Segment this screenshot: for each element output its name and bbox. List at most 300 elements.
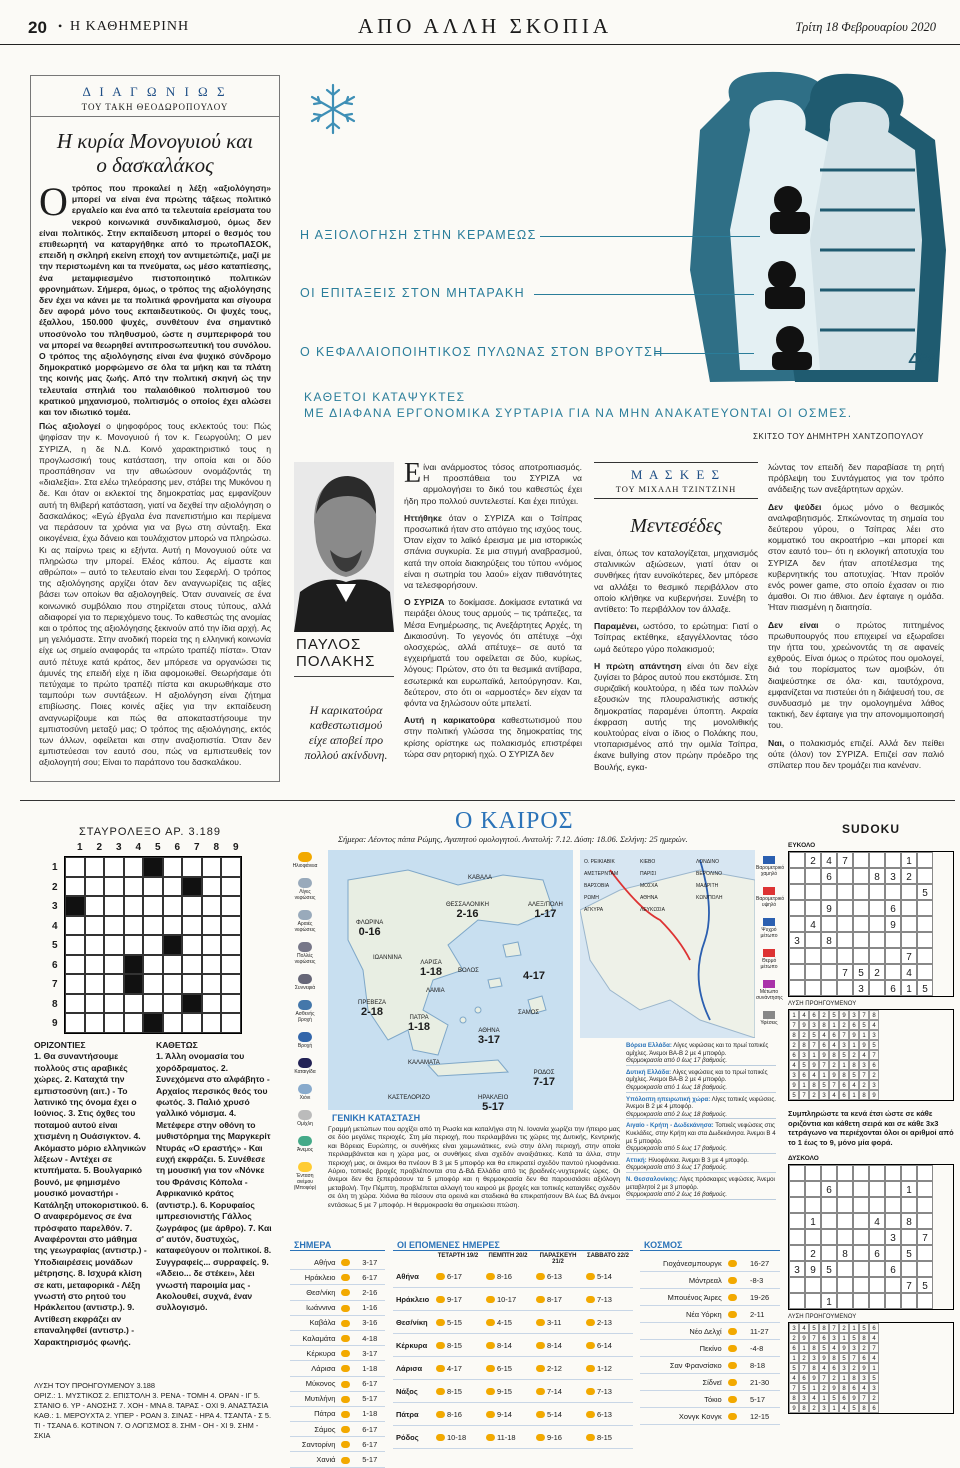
sudoku-cell[interactable]: 8 [901,1213,917,1229]
crossword-cell[interactable] [104,935,124,955]
sudoku-cell[interactable] [837,1213,853,1229]
legend-mark [763,1011,775,1019]
city-name: ΣΑΜΟΣ [518,1010,540,1016]
crossword-cell[interactable] [202,935,222,955]
sudoku-cell: 2 [789,1333,799,1343]
crossword-cell[interactable] [163,974,183,994]
crossword-cell[interactable] [182,916,202,936]
crossword-cell[interactable] [85,994,105,1014]
sudoku-cell[interactable] [869,948,885,964]
sudoku-cell[interactable] [853,1197,869,1213]
sudoku-cell[interactable]: 5 [853,964,869,980]
weather-sun-icon [728,1294,737,1301]
sudoku-cell[interactable] [805,932,821,948]
right-legend-item [756,856,785,877]
crossword-cell[interactable] [85,1013,105,1033]
sudoku-cell[interactable] [789,1197,805,1213]
sudoku-cell: 9 [799,1020,809,1030]
sudoku-cell[interactable] [901,900,917,916]
sudoku-cell[interactable] [869,1197,885,1213]
sudoku-cell: 8 [829,1050,839,1060]
sudoku-cell[interactable]: 3 [789,932,805,948]
sudoku-cell[interactable] [821,1197,837,1213]
crossword-cell[interactable] [143,877,163,897]
sudoku-cell[interactable]: 7 [917,1229,933,1245]
sudoku-cell[interactable] [853,1181,869,1197]
crossword-cell[interactable] [104,916,124,936]
sudoku-cell[interactable]: 4 [821,852,837,868]
sudoku-cell[interactable] [789,852,805,868]
sudoku-cell[interactable] [805,980,821,996]
icon-cell [338,1452,359,1467]
crossword-cell[interactable] [104,877,124,897]
crossword-cell[interactable] [104,994,124,1014]
today-row [290,1315,385,1330]
crossword-cell[interactable] [163,1013,183,1033]
city: Θεσ/νίκη [290,1285,338,1300]
sudoku-cell[interactable] [837,1229,853,1245]
sudoku-cell[interactable] [869,1181,885,1197]
sudoku-cell[interactable] [789,948,805,964]
sudoku-cell[interactable] [917,1165,933,1181]
sudoku-cell[interactable]: 1 [805,1213,821,1229]
sudoku-cell[interactable] [805,1181,821,1197]
sudoku-cell[interactable]: 8 [821,932,837,948]
sudoku-cell[interactable] [869,1165,885,1181]
sudoku-cell[interactable] [853,916,869,932]
crossword-cell[interactable] [65,857,85,877]
crossword-cell[interactable] [143,857,163,877]
sudoku-cell[interactable] [837,916,853,932]
sudoku-cell[interactable] [885,1245,901,1261]
sudoku-cell[interactable] [821,916,837,932]
city: Πάτρα [393,1403,433,1426]
crossword-cell[interactable] [202,1013,222,1033]
sudoku-cell[interactable] [805,1229,821,1245]
sudoku-cell[interactable] [853,900,869,916]
crossword-cell[interactable] [143,974,163,994]
sudoku-cell[interactable] [805,1293,821,1309]
sudoku-cell[interactable] [901,1261,917,1277]
crossword-cell[interactable] [124,896,144,916]
sudoku-cell[interactable] [869,900,885,916]
crossword-cell[interactable] [143,994,163,1014]
sudoku-cell: 4 [789,1060,799,1070]
crossword-cell[interactable] [85,935,105,955]
crossword-cell[interactable] [221,935,241,955]
column-number: 2 [96,842,103,853]
sudoku-cell[interactable]: 7 [837,852,853,868]
sudoku-cell[interactable]: 1 [901,1181,917,1197]
crossword-cell[interactable] [221,877,241,897]
crossword-cell[interactable] [65,974,85,994]
sudoku-cell[interactable] [885,932,901,948]
sudoku-cell[interactable]: 6 [885,1261,901,1277]
sudoku-cell[interactable] [853,1277,869,1293]
crossword-cell[interactable] [202,974,222,994]
sudoku-cell[interactable]: 1 [901,980,917,996]
sudoku-cell[interactable] [853,1293,869,1309]
sudoku-cell[interactable] [917,932,933,948]
icon-cell [338,1330,359,1345]
sudoku-cell[interactable]: 6 [821,868,837,884]
sudoku-cell[interactable] [789,1293,805,1309]
sudoku-cell[interactable] [885,1277,901,1293]
crossword-cell[interactable] [124,916,144,936]
sudoku-cell[interactable]: 7 [901,948,917,964]
sudoku-cell[interactable] [789,1181,805,1197]
sudoku-cell[interactable]: 8 [869,868,885,884]
sudoku-cell[interactable] [789,1277,805,1293]
sudoku-cell[interactable] [917,948,933,964]
crossword-cell[interactable] [104,896,124,916]
sudoku-cell[interactable] [853,932,869,948]
crossword-cell[interactable] [202,955,222,975]
paragraph: είναι ότι δεν είχε ζυγίσει το βάρος αυτού που εκστόμισε. Στη συριζαϊκή κουλτούρα, η ιδέα των πολλών εξουσιών της πλουραλιστικής αστικής δημοκρατίας παραμένει ύποπτη. Ακραία έκφραση αυτής της μονολιθικής κουλτούρας είναι ο ίδιος ο Πολάκης που, ντοπαρισμένος από την ομιλία Τσίπρα, έκανε bullying στον πρώην πρόεδρο της Βουλής, εγκα- [594,660,758,772]
sudoku-cell[interactable]: 4 [805,916,821,932]
sudoku-cell[interactable]: 9 [805,1261,821,1277]
sudoku-cell[interactable] [901,1229,917,1245]
crossword-cell[interactable] [163,955,183,975]
sudoku-cell[interactable] [853,1165,869,1181]
sudoku-cell[interactable] [837,1277,853,1293]
sudoku-cell[interactable] [837,868,853,884]
sudoku-cell[interactable] [869,980,885,996]
sudoku-cell[interactable] [805,868,821,884]
sudoku-cell[interactable] [853,948,869,964]
crossword-cell[interactable] [85,955,105,975]
sudoku-cell: 5 [869,1040,879,1050]
crossword-cell[interactable] [104,857,124,877]
sudoku-cell[interactable] [805,1165,821,1181]
city: Σάμος [290,1422,338,1437]
crossword-cell[interactable] [143,916,163,936]
crossword-cell[interactable] [202,916,222,936]
sudoku-cell: 3 [819,1090,829,1100]
temp: 7-13 [596,1294,612,1304]
sudoku-cell[interactable] [789,884,805,900]
sudoku-cell: 8 [799,1040,809,1050]
city: Αθήνα [290,1255,338,1270]
crossword-cell[interactable] [163,857,183,877]
sudoku-cell[interactable] [853,1245,869,1261]
sudoku-cell[interactable]: 5 [917,1277,933,1293]
crossword-cell[interactable] [182,935,202,955]
sudoku-cell[interactable] [869,852,885,868]
crossword-cell[interactable] [65,994,85,1014]
weather-sun-icon [341,1381,350,1388]
sudoku-cell[interactable] [885,1197,901,1213]
sudoku-cell[interactable]: 2 [869,964,885,980]
legend-item [290,910,320,933]
paragraph: όμως μόνο ο θεσμικός αναλφαβητισμός. Σπκώνοντας τη σημαία του δεύτερου γύρου, ο Τσίπρας λέει στο κομματικό του ακροατήριο –και μπορεί και στον εαυτό του– ότι η εκλογική αποτυχία του ΣΥΡΙΖΑ δεν ήταν αποτέλεσμα της κυβερνητικής του αποτυχίας. Ήταν προϊόν ενός power game, στο οποίο έχασαν οι πιο άμαθοι. Οι πιο άθλιοι. Δεν έφταιγε η ομάδα. Ήταν πιασμένη η διαιτησία. [768,501,944,613]
sudoku-cell[interactable] [917,900,933,916]
sudoku-cell[interactable] [901,932,917,948]
sudoku-cell[interactable] [805,884,821,900]
sudoku-cell[interactable] [837,1293,853,1309]
world-row [640,1255,780,1272]
sudoku-cell[interactable] [917,868,933,884]
city: Ηράκλειο [290,1270,338,1285]
legend-item [290,1000,320,1023]
sudoku-cell[interactable] [853,1213,869,1229]
sudoku-cell[interactable] [869,916,885,932]
crossword-cell[interactable] [221,896,241,916]
today-row [290,1255,385,1270]
crossword-cell[interactable] [143,955,163,975]
sudoku-cell[interactable] [853,884,869,900]
sudoku-cell[interactable] [885,852,901,868]
sudoku-cell[interactable] [869,884,885,900]
sudoku-cell[interactable] [837,1261,853,1277]
crossword-cell[interactable] [124,1013,144,1033]
sudoku-cell[interactable] [885,1181,901,1197]
crossword-grid[interactable] [64,856,242,1034]
sudoku-cell[interactable] [789,900,805,916]
crossword-cell[interactable] [124,955,144,975]
legend-label: Ασθενής βροχή [295,1011,315,1023]
crossword-cell[interactable] [124,935,144,955]
sudoku-cell[interactable] [789,916,805,932]
sudoku-cell[interactable] [837,1165,853,1181]
sudoku-cell[interactable] [901,1197,917,1213]
sudoku-cell[interactable] [869,1293,885,1309]
sudoku-cell[interactable]: 4 [869,1213,885,1229]
crossword-cell[interactable] [143,935,163,955]
sudoku-cell[interactable] [821,948,837,964]
sudoku-cell[interactable] [821,884,837,900]
sudoku-cell[interactable] [917,1197,933,1213]
sudoku-cell[interactable]: 8 [837,1245,853,1261]
crossword-cell[interactable] [104,1013,124,1033]
sudoku-cell[interactable] [853,1229,869,1245]
weather-sun-icon [341,1320,350,1327]
sudoku-cell[interactable] [901,1293,917,1309]
crossword-cell[interactable] [104,955,124,975]
crossword-cell[interactable] [104,974,124,994]
crossword-cell[interactable] [124,877,144,897]
sudoku-cell[interactable]: 2 [901,868,917,884]
sudoku-cell[interactable] [901,916,917,932]
sudoku-cell[interactable]: 7 [837,964,853,980]
sudoku-cell[interactable] [821,964,837,980]
sudoku-cell[interactable] [917,916,933,932]
day-header: ΤΕΤΑΡΤΗ 19/2 [437,1253,479,1259]
sudoku-cell[interactable]: 6 [821,1181,837,1197]
sudoku-cell[interactable] [885,948,901,964]
sudoku-cell[interactable]: 5 [821,1261,837,1277]
crossword-cell[interactable] [182,994,202,1014]
map-city [446,902,489,920]
crossword-cell[interactable] [182,877,202,897]
sudoku-cell[interactable] [853,868,869,884]
sudoku-cell[interactable] [869,1277,885,1293]
crossword-cell[interactable] [65,935,85,955]
crossword-cell[interactable] [221,955,241,975]
column-number: 3 [115,842,122,853]
sudoku-cell[interactable]: 3 [885,1229,901,1245]
sudoku-cell[interactable] [821,1213,837,1229]
sudoku-cell[interactable] [837,884,853,900]
sudoku-cell[interactable] [821,1277,837,1293]
sudoku-cell[interactable] [917,852,933,868]
crossword-cell[interactable] [182,1013,202,1033]
crossword-cell[interactable] [182,955,202,975]
sudoku-cell[interactable] [853,1261,869,1277]
sudoku-cell[interactable]: 7 [901,1277,917,1293]
crossword-cell[interactable] [182,974,202,994]
weather-sun-icon [436,1319,445,1326]
sudoku-cell[interactable]: 6 [869,1245,885,1261]
sudoku-cell[interactable] [853,852,869,868]
sudoku-cell[interactable] [805,1277,821,1293]
crossword-cell[interactable] [65,1013,85,1033]
sudoku-cell[interactable] [869,1229,885,1245]
sudoku-cell[interactable]: 2 [805,852,821,868]
sudoku-cell[interactable]: 6 [885,980,901,996]
crossword-cell[interactable] [65,896,85,916]
sudoku-cell[interactable]: 1 [901,852,917,868]
temp: 1-12 [596,1363,612,1373]
sudoku-cell[interactable] [837,900,853,916]
sudoku-cell[interactable] [917,1213,933,1229]
sudoku-cell[interactable] [901,1165,917,1181]
sudoku-cell[interactable] [789,868,805,884]
crossword-cell[interactable] [124,857,144,877]
crossword-cell[interactable] [65,877,85,897]
sudoku-cell[interactable]: 6 [885,900,901,916]
crossword-cell[interactable] [163,994,183,1014]
sudoku-cell[interactable]: 3 [789,1261,805,1277]
sudoku-cell[interactable] [789,1245,805,1261]
sudoku-cell[interactable] [837,932,853,948]
sudoku-cell[interactable] [917,1245,933,1261]
sudoku-cell[interactable]: 5 [901,1245,917,1261]
crossword-cell[interactable] [65,955,85,975]
sudoku-cell[interactable] [885,884,901,900]
sudoku-cell[interactable] [837,948,853,964]
sudoku-easy-grid[interactable] [788,851,954,997]
column-number: 1 [76,842,83,853]
crossword-cell[interactable] [85,896,105,916]
sudoku-cell: 2 [829,1060,839,1070]
weather-sun-icon [436,1365,445,1372]
sudoku-cell[interactable] [821,1229,837,1245]
forecast-cell [433,1426,483,1449]
sudoku-cell[interactable] [789,1229,805,1245]
sudoku-cell[interactable]: 3 [853,980,869,996]
crossword-cell[interactable] [202,896,222,916]
sudoku-cell[interactable] [901,884,917,900]
sudoku-cell[interactable] [917,964,933,980]
paragraph: καθεστωτισμού που στην πολιτική γλώσσα της δημοκρατίας της κρίσης ορίστηκε ως πολακισμός επιστρέφει τώρα σαν ρητορική ηχώ. Ο ΣΥΡΙΖΑ δεν [404,715,582,759]
crossword-cell[interactable] [221,857,241,877]
sudoku-cell[interactable]: 9 [885,916,901,932]
crossword-cell[interactable] [202,994,222,1014]
crossword-cell[interactable] [221,974,241,994]
sudoku-cell[interactable]: 4 [901,964,917,980]
sudoku-cell[interactable] [917,1181,933,1197]
sudoku-hard-grid[interactable] [788,1164,954,1310]
sudoku-cell[interactable] [821,980,837,996]
crossword-cell[interactable] [202,857,222,877]
sudoku-cell[interactable] [869,932,885,948]
sudoku-cell: 4 [789,1373,799,1383]
crossword-cell[interactable] [163,916,183,936]
crossword-cell[interactable] [85,974,105,994]
sudoku-cell[interactable]: 1 [821,1293,837,1309]
crossword-cell[interactable] [124,974,144,994]
sudoku-cell[interactable]: 2 [805,1245,821,1261]
sudoku-cell[interactable] [789,1213,805,1229]
sudoku-cell: 3 [859,1060,869,1070]
sudoku-cell[interactable] [805,964,821,980]
sudoku-cell[interactable] [789,964,805,980]
world-row [640,1357,780,1374]
sudoku-cell[interactable] [805,1197,821,1213]
city: Ιωάννινα [290,1300,338,1315]
crossword-cell[interactable] [163,935,183,955]
sudoku-cell[interactable] [917,1261,933,1277]
forecast-cell [583,1311,633,1334]
sudoku-cell[interactable] [837,1181,853,1197]
crossword-cell[interactable] [221,916,241,936]
sudoku-cell[interactable] [805,948,821,964]
region-text-wrap [626,1176,776,1191]
sudoku-cell[interactable] [805,900,821,916]
sudoku-cell[interactable] [821,1245,837,1261]
crossword-cell[interactable] [182,896,202,916]
temp: 1-18 [359,1361,385,1376]
subject-subtitle: Η καρικατούρα καθεστωτισμού είχε αποβεί προ πολλού ακίνδυνη. [304,703,388,762]
crossword-cell[interactable] [221,994,241,1014]
sudoku-cell[interactable]: 9 [821,900,837,916]
sudoku-cell[interactable] [789,980,805,996]
crossword-cell[interactable] [85,877,105,897]
crossword-cell[interactable] [143,1013,163,1033]
today-title: ΣΗΜΕΡΑ [290,1240,385,1251]
crossword-cell[interactable] [85,857,105,877]
crossword-cell[interactable] [202,877,222,897]
crossword-cell[interactable] [163,877,183,897]
temp: 16-27 [747,1255,780,1272]
sudoku-cell[interactable]: 3 [885,868,901,884]
crossword-cell[interactable] [124,994,144,1014]
sudoku-cell[interactable] [885,1293,901,1309]
sudoku-cell: 7 [869,1343,879,1353]
sudoku-cell[interactable] [885,1213,901,1229]
sudoku-cell[interactable] [837,1197,853,1213]
sudoku-cell[interactable] [821,1165,837,1181]
sudoku-cell[interactable] [837,980,853,996]
sudoku-cell[interactable] [789,1165,805,1181]
crossword-cell[interactable] [163,896,183,916]
sudoku-cell[interactable] [885,964,901,980]
sudoku-cell[interactable] [885,1165,901,1181]
crossword-cell[interactable] [85,916,105,936]
sudoku-cell: 5 [849,1070,859,1080]
crossword-cell[interactable] [221,1013,241,1033]
crossword-cell[interactable] [65,916,85,936]
weather-sun-icon [536,1319,545,1326]
sudoku-cell[interactable]: 5 [917,980,933,996]
sudoku-cell[interactable]: 5 [917,884,933,900]
sudoku-cell[interactable] [917,1293,933,1309]
city: Νέα Υόρκη [640,1306,725,1323]
crossword-cell[interactable] [182,857,202,877]
sudoku-cell[interactable] [869,1261,885,1277]
crossword-cell[interactable] [143,896,163,916]
